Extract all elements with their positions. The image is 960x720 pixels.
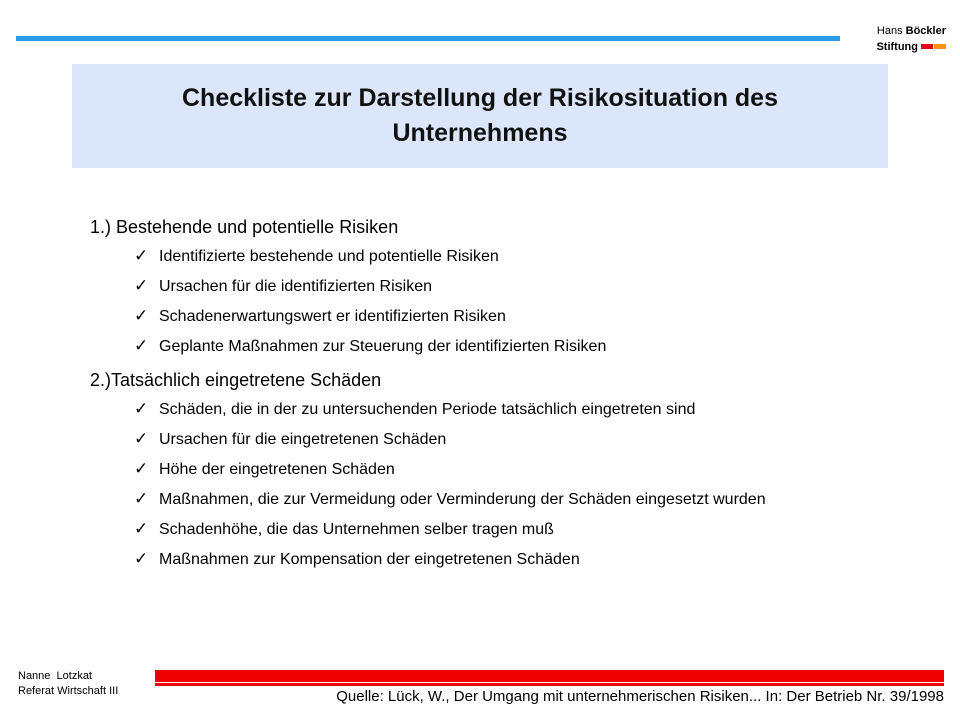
page-title: Checkliste zur Darstellung der Risikosituation des Unternehmens bbox=[182, 84, 778, 147]
list-item-text: Identifizierte bestehende und potentielle Risiken bbox=[159, 248, 499, 265]
logo-text-hans: Hans bbox=[876, 25, 903, 37]
check-icon: ✓ bbox=[134, 549, 149, 569]
checklist-content bbox=[90, 214, 910, 579]
hans-boeckler-logo bbox=[846, 24, 946, 58]
list-item bbox=[134, 336, 910, 357]
list-item bbox=[134, 399, 910, 420]
section-heading-2: 2.)Tatsächlich eingetretene Schäden bbox=[90, 370, 382, 390]
section-heading-1: 1.) Bestehende und potentielle Risiken bbox=[90, 217, 399, 237]
list-item-text: Höhe der eingetretenen Schäden bbox=[159, 461, 395, 478]
list-item-text: Schadenerwartungswert er identifizierten Risiken bbox=[159, 308, 506, 325]
title-banner bbox=[72, 64, 888, 168]
check-icon: ✓ bbox=[134, 246, 149, 266]
list-item-text: Schadenhöhe, die das Unternehmen selber tragen muß bbox=[159, 521, 554, 538]
check-icon: ✓ bbox=[134, 306, 149, 326]
logo-text-stiftung: Stiftung bbox=[876, 40, 918, 53]
check-icon: ✓ bbox=[134, 429, 149, 449]
check-icon: ✓ bbox=[134, 459, 149, 479]
author-name: Nanne Lotzkat bbox=[18, 670, 92, 682]
list-item bbox=[134, 549, 910, 570]
author-department: Referat Wirtschaft III bbox=[18, 685, 119, 697]
list-item bbox=[134, 306, 910, 327]
list-item-text: Ursachen für die identifizierten Risiken bbox=[159, 278, 433, 295]
list-item bbox=[134, 519, 910, 540]
bottom-divider-thin bbox=[155, 683, 944, 686]
list-item bbox=[134, 429, 910, 450]
check-icon: ✓ bbox=[134, 336, 149, 356]
list-item-text: Geplante Maßnahmen zur Steuerung der identifizierten Risiken bbox=[159, 338, 607, 355]
logo-orange-bar bbox=[934, 44, 946, 49]
check-icon: ✓ bbox=[134, 276, 149, 296]
list-item bbox=[134, 459, 910, 480]
check-icon: ✓ bbox=[134, 519, 149, 539]
list-item bbox=[134, 276, 910, 297]
list-item-text: Maßnahmen, die zur Vermeidung oder Verminderung der Schäden eingesetzt wurden bbox=[159, 491, 766, 508]
logo-text-boeckler: Böckler bbox=[905, 25, 946, 37]
list-item bbox=[134, 489, 910, 510]
list-item-text: Schäden, die in der zu untersuchenden Periode tatsächlich eingetreten sind bbox=[159, 401, 696, 418]
section-2-list bbox=[90, 399, 910, 570]
section-1-list bbox=[90, 246, 910, 357]
logo-red-bar bbox=[921, 44, 933, 49]
author-block bbox=[18, 669, 118, 699]
top-divider bbox=[16, 36, 840, 41]
check-icon: ✓ bbox=[134, 399, 149, 419]
list-item bbox=[134, 246, 910, 267]
list-item-text: Maßnahmen zur Kompensation der eingetretenen Schäden bbox=[159, 551, 580, 568]
check-icon: ✓ bbox=[134, 489, 149, 509]
bottom-divider bbox=[155, 670, 944, 682]
source-citation: Quelle: Lück, W., Der Umgang mit unternehmerischen Risiken... In: Der Betrieb Nr. 39/1998 bbox=[336, 688, 944, 705]
list-item-text: Ursachen für die eingetretenen Schäden bbox=[159, 431, 447, 448]
